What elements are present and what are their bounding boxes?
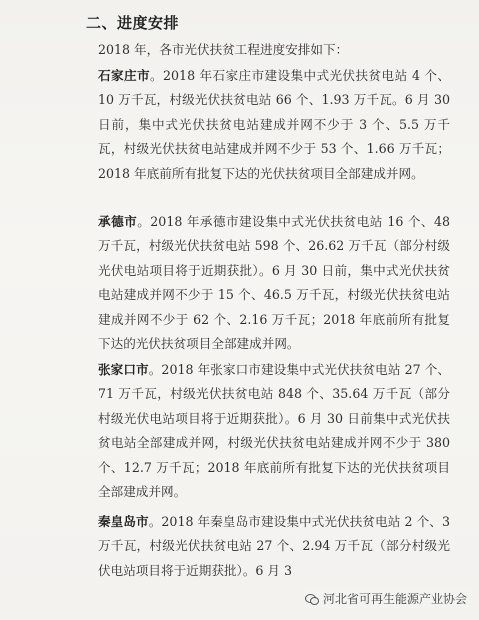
city-name: 张家口市 [98,362,149,377]
paragraph-chengde [72,210,450,356]
paragraph-body: 。2018 年石家庄市建设集中式光伏扶贫电站 4 个、10 万千瓦，村级光伏扶贫电站 66 个、1.93 万千瓦。6 月 30 日前，集中式光伏扶贫电站建成并网不少于 3 个、5.5 万千瓦，村级光伏扶贫电站建成并网不少于 53 个、1.66 万千瓦；2018 年底前所有批复下达的光伏扶贫项目全部建成并网。 [98,68,451,181]
city-name: 承德市 [98,214,138,229]
city-name: 秦皇岛市 [98,514,149,529]
paragraph-zhangjiakou [72,358,450,504]
paragraph-body: 。2018 年承德市建设集中式光伏扶贫电站 16 个、48 万千瓦，村级光伏扶贫电站 598 个、26.62 万千瓦（部分村级光伏电站项目将于近期获批）。6 月 30 日前，集中式光伏扶贫电站建成并网不少于 15 个、46.5 万千瓦，村级光伏扶贫电站建成并网不少于 62 个、2.16 万千瓦；2018 年底前所有批复下达的光伏扶贫项目全部建成并网。 [98,214,450,352]
wechat-icon [305,593,319,604]
paragraph-qinhuangdao [72,510,450,583]
city-name: 石家庄市 [98,68,151,83]
watermark [303,589,469,608]
paragraph-body: 。2018 年张家口市建设集中式光伏扶贫电站 27 个、71 万千瓦，村级光伏扶贫电站 848 个、35.64 万千瓦（部分村级光伏电站项目将于近期获批）。6 月 30 日前集中式光伏扶贫电站全部建成并网，村级光伏扶贫电站建成并网不少于 380 个、12.7 万千瓦；2018 年底前所有批复下达的光伏扶贫项目全部建成并网。 [98,362,451,500]
paragraph-shijiazhuang [72,64,450,186]
paragraph-body: 。2018 年秦皇岛市建设集中式光伏扶贫电站 2 个、3 万千瓦，村级光伏扶贫电站 27 个、2.94 万千瓦（部分村级光伏电站项目将于近期获批）。6 月 3 [98,514,451,578]
intro-paragraph: 2018 年，各市光伏扶贫工程进度安排如下： [98,42,349,57]
section-heading: 二、进度安排 [86,14,180,32]
watermark-text: 河北省可再生能源产业协会 [322,592,467,606]
